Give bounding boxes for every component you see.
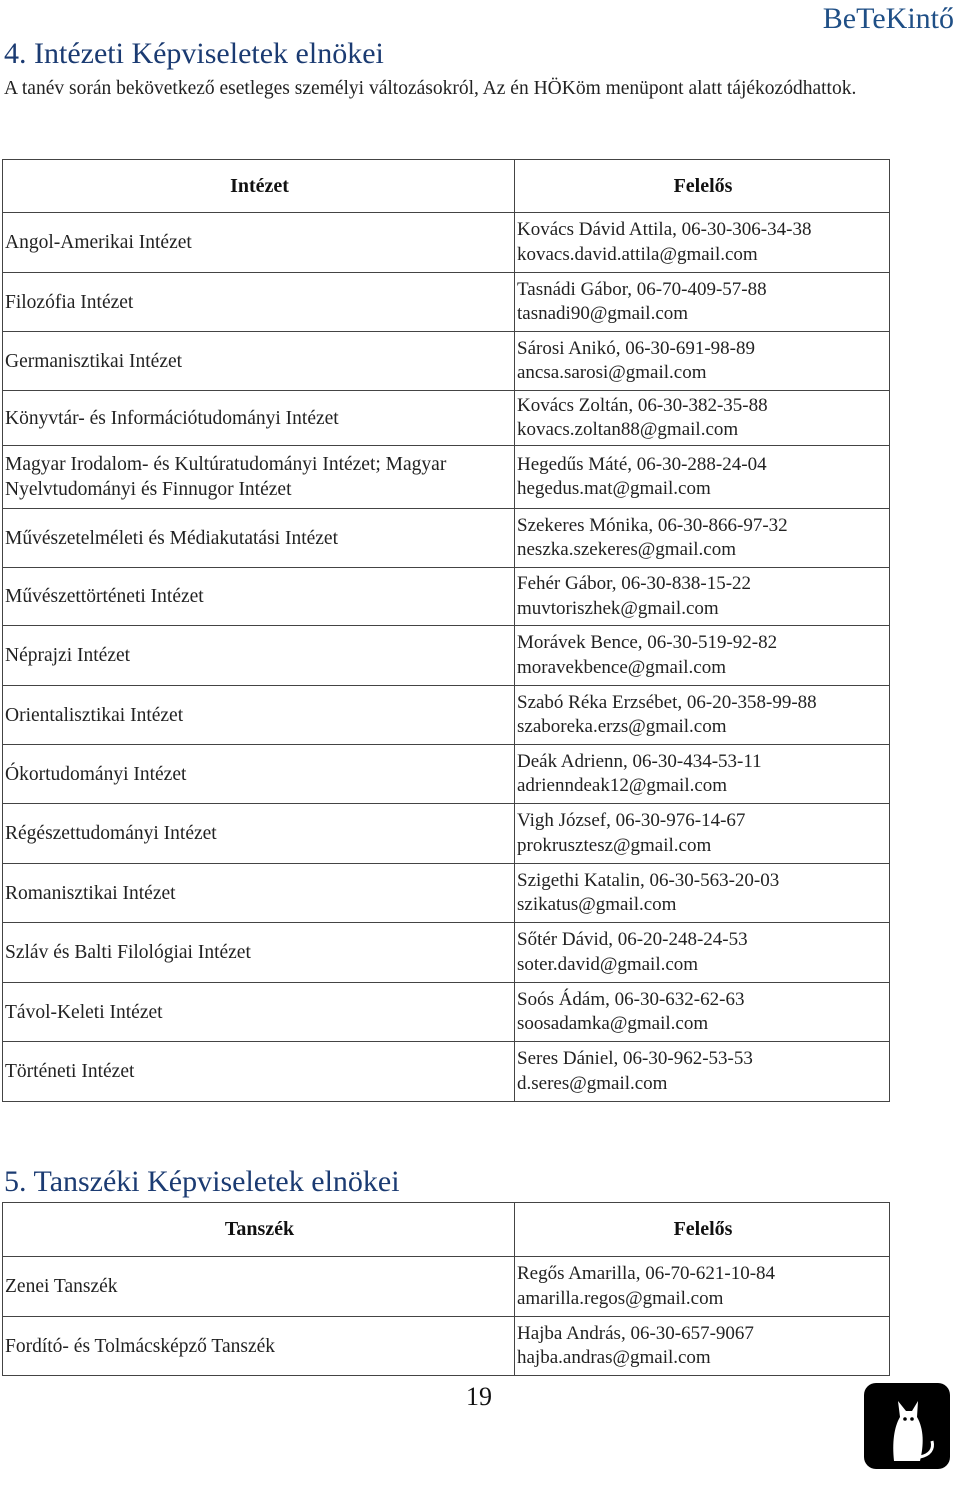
responsible-email[interactable]: szaboreka.erzs@gmail.com <box>517 716 727 737</box>
responsible-cell <box>515 1042 890 1102</box>
institute-name: Könyvtár- és Információtudományi Intézet <box>3 391 515 446</box>
responsible-email[interactable]: kovacs.david.attila@gmail.com <box>517 243 758 265</box>
institute-name: Művészettörténeti Intézet <box>3 568 515 626</box>
table-row <box>3 686 890 745</box>
responsible-contact: Fehér Gábor, 06-30-838-15-22 <box>517 573 752 594</box>
responsible-contact: Hajba András, 06-30-657-9067 <box>517 1322 754 1344</box>
table-row <box>3 1257 890 1317</box>
responsible-email[interactable]: hajba.andras@gmail.com <box>517 1347 711 1368</box>
institute-name: Filozófia Intézet <box>3 273 515 332</box>
institute-name: Néprajzi Intézet <box>3 626 515 686</box>
table-row <box>3 568 890 626</box>
section4-intro: A tanév során bekövetkező esetleges személyi változásokról, Az én HÖKöm menüpont alatt tájékozódhattok. <box>4 78 857 99</box>
column-header-responsible: Felelős <box>515 160 890 213</box>
department-name: Fordító- és Tolmácsképző Tanszék <box>3 1317 515 1376</box>
responsible-cell <box>515 273 890 332</box>
institute-name: Szláv és Balti Filológiai Intézet <box>3 923 515 983</box>
table-row <box>3 391 890 446</box>
responsible-contact: Szekeres Mónika, 06-30-866-97-32 <box>517 514 788 536</box>
responsible-cell <box>515 509 890 568</box>
institute-name: Történeti Intézet <box>3 1042 515 1102</box>
responsible-contact: Seres Dániel, 06-30-962-53-53 <box>517 1048 753 1069</box>
responsible-contact: Vigh József, 06-30-976-14-67 <box>517 810 746 831</box>
responsible-cell <box>515 1317 890 1376</box>
responsible-cell <box>515 804 890 864</box>
institute-table <box>2 159 890 1102</box>
responsible-email[interactable]: soosadamka@gmail.com <box>517 1013 709 1034</box>
responsible-cell <box>515 864 890 923</box>
responsible-contact: Szigethi Katalin, 06-30-563-20-03 <box>517 869 780 891</box>
institute-name: Orientalisztikai Intézet <box>3 686 515 745</box>
institute-name: Germanisztikai Intézet <box>3 332 515 391</box>
responsible-email[interactable]: neszka.szekeres@gmail.com <box>517 539 737 560</box>
cat-logo-icon <box>864 1383 950 1469</box>
table-row <box>3 864 890 923</box>
institute-name: Magyar Irodalom- és Kultúratudományi Intézet; Magyar Nyelvtudományi és Finnugor Intézet <box>3 446 515 509</box>
responsible-email[interactable]: soter.david@gmail.com <box>517 953 699 975</box>
column-header-department: Tanszék <box>3 1203 515 1257</box>
responsible-contact: Deák Adrienn, 06-30-434-53-11 <box>517 750 762 772</box>
table-row <box>3 626 890 686</box>
institute-name: Régészettudományi Intézet <box>3 804 515 864</box>
responsible-cell <box>515 1257 890 1317</box>
department-table <box>2 1202 890 1376</box>
responsible-contact: Soós Ádám, 06-30-632-62-63 <box>517 988 745 1010</box>
responsible-contact: Sárosi Anikó, 06-30-691-98-89 <box>517 337 756 359</box>
institute-name: Angol-Amerikai Intézet <box>3 213 515 273</box>
responsible-email[interactable]: kovacs.zoltan88@gmail.com <box>517 419 739 440</box>
table-row <box>3 446 890 509</box>
responsible-contact: Hegedűs Máté, 06-30-288-24-04 <box>517 453 767 475</box>
responsible-email[interactable]: amarilla.regos@gmail.com <box>517 1287 724 1309</box>
responsible-email[interactable]: hegedus.mat@gmail.com <box>517 478 711 499</box>
responsible-cell <box>515 391 890 446</box>
responsible-contact: Regős Amarilla, 06-70-621-10-84 <box>517 1263 776 1284</box>
table-row <box>3 273 890 332</box>
responsible-cell <box>515 983 890 1042</box>
table-row <box>3 332 890 391</box>
table-header-row <box>3 1203 890 1257</box>
institute-name: Művészetelméleti és Médiakutatási Intézet <box>3 509 515 568</box>
section5-title: 5. Tanszéki Képviseletek elnökei <box>4 1165 400 1198</box>
responsible-cell <box>515 446 890 509</box>
institute-name: Romanisztikai Intézet <box>3 864 515 923</box>
responsible-email[interactable]: tasnadi90@gmail.com <box>517 303 689 324</box>
responsible-cell <box>515 213 890 273</box>
section4-title: 4. Intézeti Képviseletek elnökei <box>4 37 384 70</box>
responsible-contact: Kovács Zoltán, 06-30-382-35-88 <box>517 394 768 416</box>
table-row <box>3 745 890 804</box>
brand-title: BeTeKintő <box>822 2 954 35</box>
responsible-email[interactable]: d.seres@gmail.com <box>517 1072 668 1094</box>
responsible-email[interactable]: szikatus@gmail.com <box>517 894 677 915</box>
institute-name: Távol-Keleti Intézet <box>3 983 515 1042</box>
responsible-email[interactable]: adrienndeak12@gmail.com <box>517 775 728 796</box>
department-name: Zenei Tanszék <box>3 1257 515 1317</box>
column-header-responsible: Felelős <box>515 1203 890 1257</box>
table-row <box>3 1317 890 1376</box>
responsible-cell <box>515 745 890 804</box>
page-number: 19 <box>466 1382 492 1411</box>
institute-name: Ókortudományi Intézet <box>3 745 515 804</box>
responsible-cell <box>515 568 890 626</box>
responsible-email[interactable]: ancsa.sarosi@gmail.com <box>517 362 707 383</box>
responsible-email[interactable]: moravekbence@gmail.com <box>517 656 726 678</box>
responsible-cell <box>515 626 890 686</box>
responsible-cell <box>515 923 890 983</box>
table-row <box>3 804 890 864</box>
responsible-email[interactable]: prokrusztesz@gmail.com <box>517 834 712 856</box>
column-header-institute: Intézet <box>3 160 515 213</box>
table-row <box>3 923 890 983</box>
table-row <box>3 509 890 568</box>
responsible-contact: Kovács Dávid Attila, 06-30-306-34-38 <box>517 219 812 240</box>
responsible-contact: Szabó Réka Erzsébet, 06-20-358-99-88 <box>517 691 817 713</box>
responsible-contact: Morávek Bence, 06-30-519-92-82 <box>517 632 778 653</box>
responsible-contact: Tasnádi Gábor, 06-70-409-57-88 <box>517 278 767 300</box>
responsible-contact: Sőtér Dávid, 06-20-248-24-53 <box>517 929 748 950</box>
responsible-email[interactable]: muvtoriszhek@gmail.com <box>517 597 719 619</box>
responsible-cell <box>515 686 890 745</box>
table-row <box>3 1042 890 1102</box>
responsible-cell <box>515 332 890 391</box>
table-row <box>3 213 890 273</box>
table-row <box>3 983 890 1042</box>
table-header-row <box>3 160 890 213</box>
